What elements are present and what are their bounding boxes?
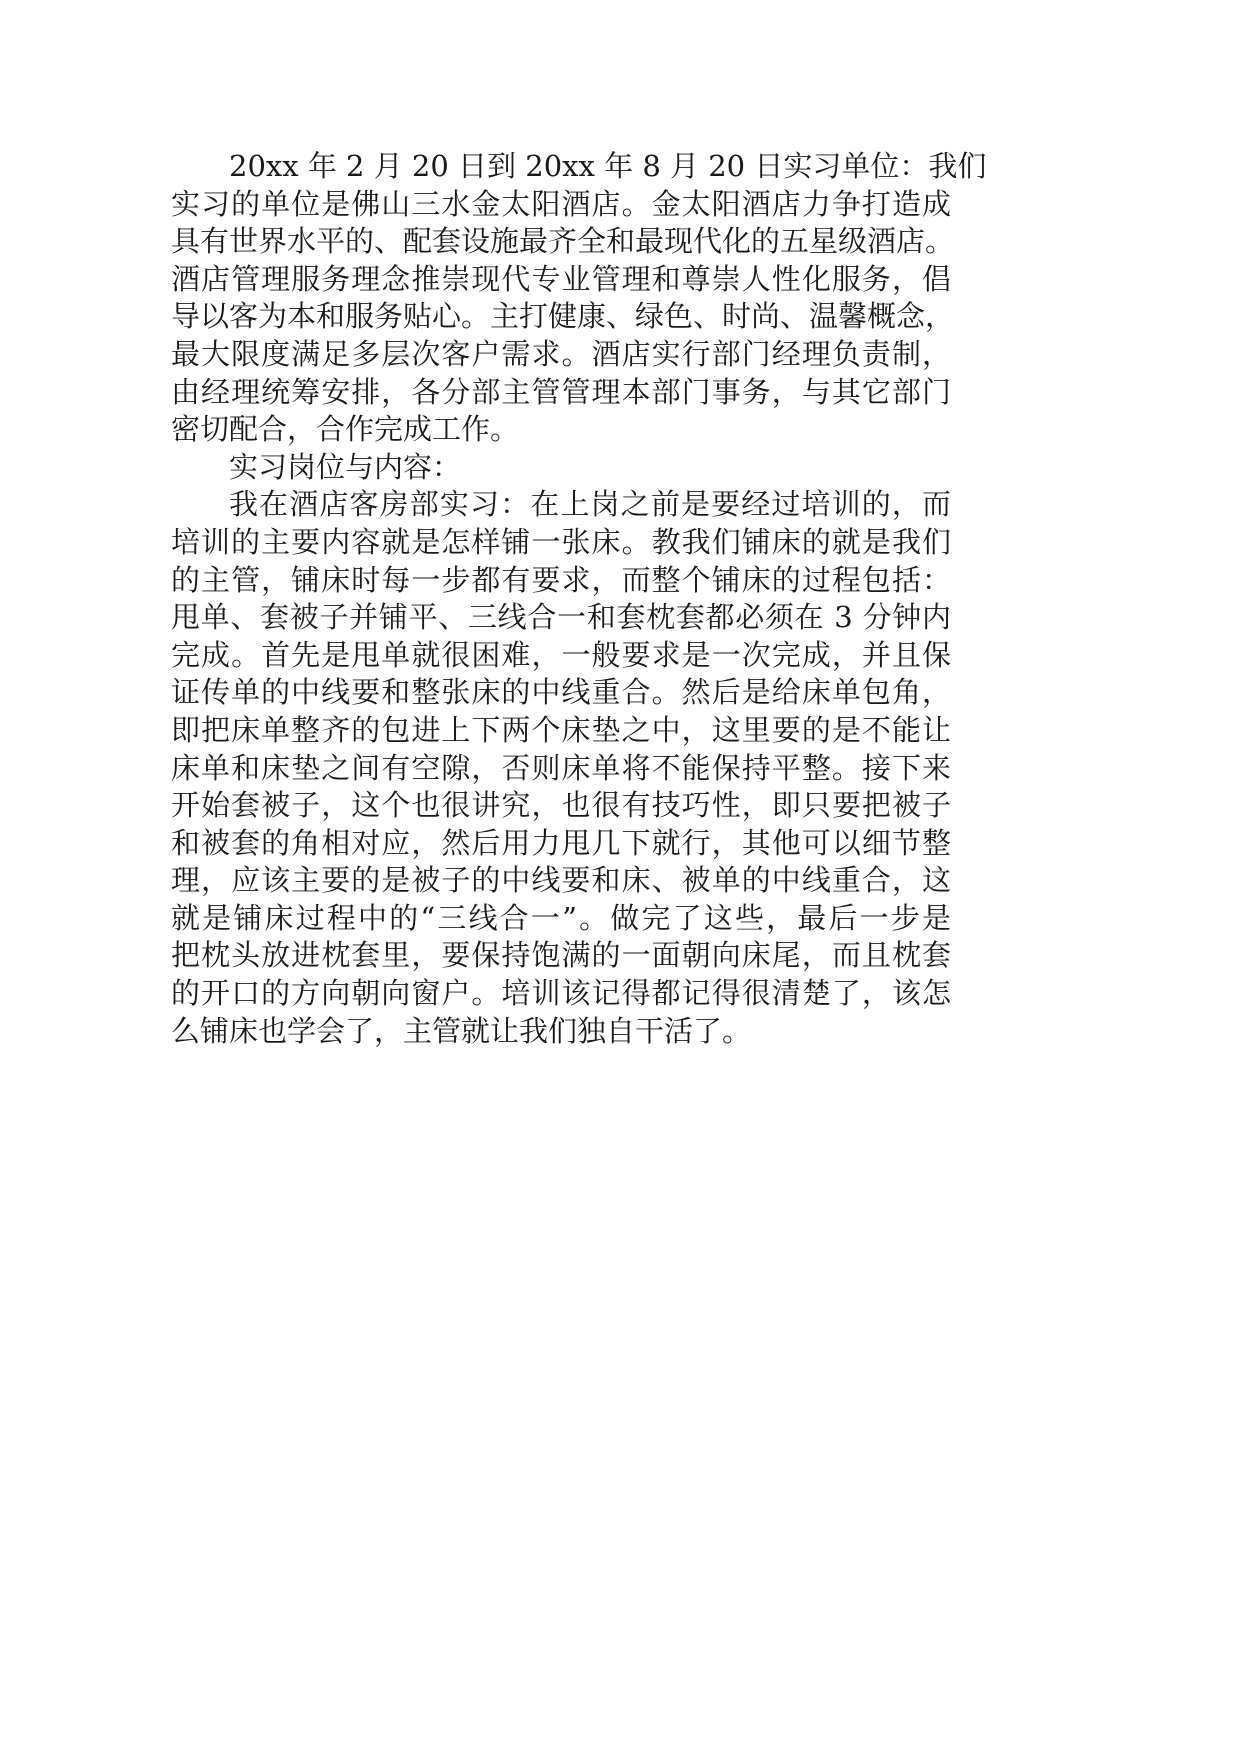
text-line: 甩单、套被子并铺平、三线合一和套枕套都必须在 3 分钟内: [171, 600, 951, 635]
text-line: 实习的单位是佛山三水金太阳酒店。金太阳酒店力争打造成: [171, 186, 951, 221]
text-line: 最大限度满足多层次客户需求。酒店实行部门经理负责制，: [171, 336, 951, 371]
text-line: 即把床单整齐的包进上下两个床垫之中，这里要的是不能让: [171, 712, 951, 747]
text-line: 的开口的方向朝向窗户。培训该记得都记得很清楚了，该怎: [171, 976, 951, 1011]
text-line: 么铺床也学会了，主管就让我们独自干活了。: [171, 1013, 752, 1048]
text-line: 就是铺床过程中的“三线合一”。做完了这些，最后一步是: [171, 900, 951, 935]
section-heading: 实习岗位与内容：: [229, 449, 462, 484]
text-line: 完成。首先是甩单就很困难，一般要求是一次完成，并且保: [171, 637, 951, 672]
text-line: 导以客为本和服务贴心。主打健康、绿色、时尚、温馨概念，: [171, 299, 955, 334]
text-line: 酒店管理服务理念推崇现代专业管理和尊崇人性化服务，倡: [171, 261, 951, 296]
text-line: 的主管，铺床时每一步都有要求，而整个铺床的过程包括：: [171, 562, 951, 597]
text-line: 由经理统筹安排，各分部主管管理本部门事务，与其它部门: [171, 374, 951, 409]
text-line: 把枕头放进枕套里，要保持饱满的一面朝向床尾，而且枕套: [171, 938, 951, 973]
text-line: 和被套的角相对应，然后用力甩几下就行，其他可以细节整: [171, 825, 951, 860]
text-line: 20xx 年 2 月 20 日到 20xx 年 8 月 20 日实习单位：我们: [229, 149, 987, 183]
text-line: 证传单的中线要和整张床的中线重合。然后是给床单包角，: [171, 675, 951, 710]
text-line: 培训的主要内容就是怎样铺一张床。教我们铺床的就是我们: [171, 524, 951, 559]
text-line: 具有世界水平的、配套设施最齐全和最现代化的五星级酒店。: [171, 224, 955, 259]
text-line: 密切配合，合作完成工作。: [171, 412, 520, 447]
text-line: 理，应该主要的是被子的中线要和床、被单的中线重合，这: [171, 863, 951, 898]
body-text: [171, 148, 987, 1050]
text-line: 开始套被子，这个也很讲究，也很有技巧性，即只要把被子: [171, 788, 951, 823]
text-line: 我在酒店客房部实习：在上岗之前是要经过培训的，而: [229, 487, 951, 522]
text-line: 床单和床垫之间有空隙，否则床单将不能保持平整。接下来: [171, 750, 951, 785]
